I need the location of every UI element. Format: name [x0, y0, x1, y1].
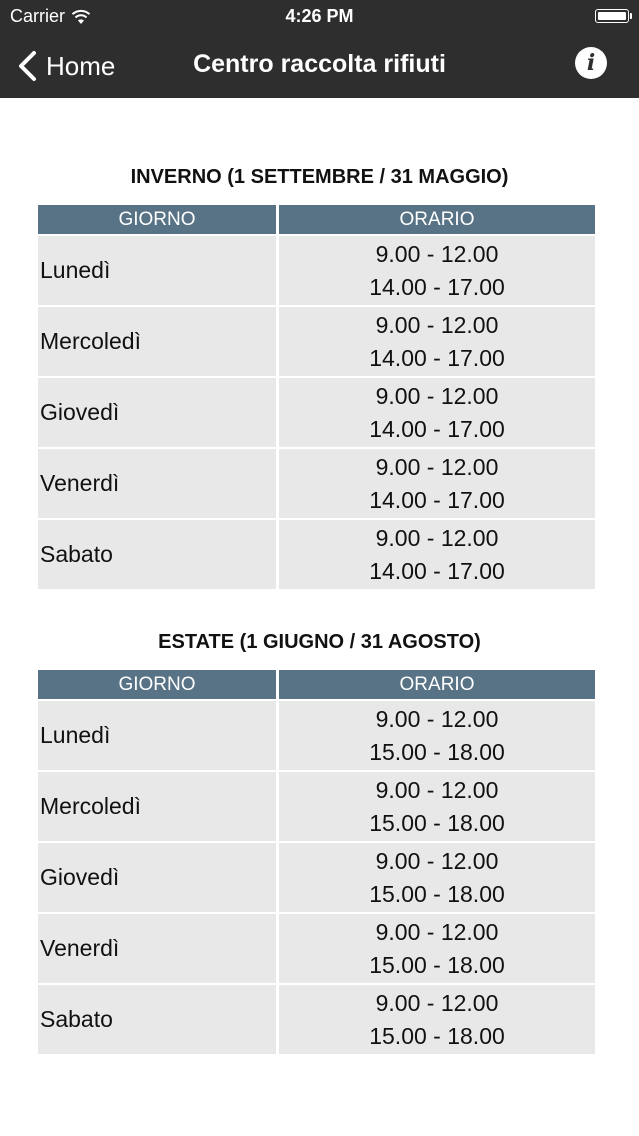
summer-section-title: ESTATE (1 GIUGNO / 31 AGOSTO) [158, 631, 481, 653]
hours-cell [279, 985, 595, 1054]
day-cell: Lunedì [38, 701, 276, 770]
status-time: 4:26 PM [285, 6, 354, 26]
back-button-label: Home [46, 50, 116, 81]
hours-cell [279, 449, 595, 518]
morning-hours: 9.00 - 12.00 [375, 382, 499, 409]
page-title: Centro raccolta rifiuti [193, 50, 446, 78]
afternoon-hours: 14.00 - 17.00 [369, 415, 505, 442]
top-bar [0, 0, 639, 98]
table-row [38, 843, 595, 912]
table-row [38, 772, 595, 841]
morning-hours: 9.00 - 12.00 [375, 311, 499, 338]
column-header-day: GIORNO [38, 670, 276, 699]
afternoon-hours: 14.00 - 17.00 [369, 486, 505, 513]
hours-cell [279, 843, 595, 912]
hours-cell [279, 701, 595, 770]
carrier-label: Carrier [10, 6, 66, 26]
afternoon-hours: 14.00 - 17.00 [369, 344, 505, 371]
hours-cell [279, 772, 595, 841]
day-cell: Mercoledì [38, 307, 276, 376]
morning-hours: 9.00 - 12.00 [375, 705, 499, 732]
afternoon-hours: 14.00 - 17.00 [369, 273, 505, 300]
table-row [38, 378, 595, 447]
hours-cell [279, 307, 595, 376]
afternoon-hours: 14.00 - 17.00 [369, 557, 505, 584]
info-icon[interactable]: i [575, 47, 607, 79]
day-cell: Giovedì [38, 378, 276, 447]
day-cell: Lunedì [38, 236, 276, 305]
table-row [38, 449, 595, 518]
table-row [38, 914, 595, 983]
winter-schedule-table [35, 203, 598, 591]
column-header-hours: ORARIO [279, 670, 595, 699]
hours-cell [279, 378, 595, 447]
table-row [38, 701, 595, 770]
day-cell: Mercoledì [38, 772, 276, 841]
table-row [38, 236, 595, 305]
afternoon-hours: 15.00 - 18.00 [369, 1022, 505, 1049]
morning-hours: 9.00 - 12.00 [375, 776, 499, 803]
morning-hours: 9.00 - 12.00 [375, 989, 499, 1016]
afternoon-hours: 15.00 - 18.00 [369, 880, 505, 907]
status-bar [0, 0, 639, 32]
afternoon-hours: 15.00 - 18.00 [369, 809, 505, 836]
navigation-bar [0, 32, 639, 98]
column-header-day: GIORNO [38, 205, 276, 234]
morning-hours: 9.00 - 12.00 [375, 918, 499, 945]
afternoon-hours: 15.00 - 18.00 [369, 951, 505, 978]
hours-cell [279, 236, 595, 305]
battery-icon [595, 9, 629, 23]
day-cell: Sabato [38, 520, 276, 589]
morning-hours: 9.00 - 12.00 [375, 453, 499, 480]
table-row [38, 985, 595, 1054]
day-cell: Giovedì [38, 843, 276, 912]
table-header-row [38, 670, 595, 699]
day-cell: Venerdì [38, 449, 276, 518]
table-row [38, 520, 595, 589]
hours-cell [279, 520, 595, 589]
afternoon-hours: 15.00 - 18.00 [369, 738, 505, 765]
winter-section-title: INVERNO (1 SETTEMBRE / 31 MAGGIO) [130, 166, 509, 188]
hours-cell [279, 914, 595, 983]
table-header-row [38, 205, 595, 234]
day-cell: Sabato [38, 985, 276, 1054]
day-cell: Venerdì [38, 914, 276, 983]
morning-hours: 9.00 - 12.00 [375, 524, 499, 551]
summer-schedule-table [35, 668, 598, 1056]
table-row [38, 307, 595, 376]
column-header-hours: ORARIO [279, 205, 595, 234]
morning-hours: 9.00 - 12.00 [375, 240, 499, 267]
morning-hours: 9.00 - 12.00 [375, 847, 499, 874]
